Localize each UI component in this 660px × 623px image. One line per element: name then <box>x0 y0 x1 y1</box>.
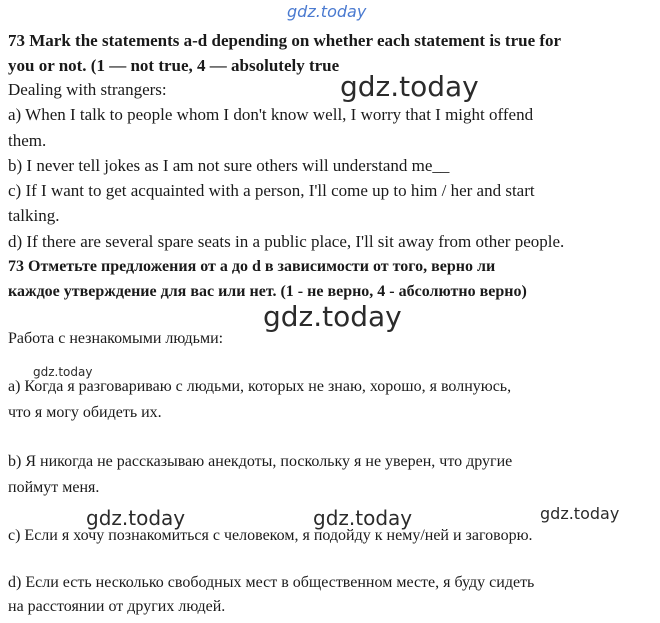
watermark: gdz.today <box>86 506 186 530</box>
watermark: gdz.today <box>263 300 402 333</box>
statement-d: d) If there are several spare seats in a public place, I'll sit away from other people. <box>8 232 565 251</box>
statement-c: c) If I want to get acquainted with a person, I'll come up to him / her and start <box>8 181 535 200</box>
statement-c-ru: с) Если я хочу познакомиться с человеком, я подойду к нему/ней и заговорю. <box>8 527 533 544</box>
russian-heading: 73 Отметьте предложения от а до d в зависимости от того, верно ли <box>8 258 496 275</box>
statement-b-ru: b) Я никогда не рассказываю анекдоты, поскольку я не уверен, что другие <box>8 453 513 470</box>
russian-subtitle: Работа с незнакомыми людьми: <box>8 330 224 347</box>
english-heading: you or not. (1 — not true, 4 — absolutely true <box>8 56 340 75</box>
english-subtitle: Dealing with strangers: <box>8 80 167 99</box>
english-heading: 73 Mark the statements a-d depending on whether each statement is true for <box>8 31 562 50</box>
statement-a-ru: а) Когда я разговариваю с людьми, которых не знаю, хорошо, я волнуюсь, <box>8 378 512 395</box>
statement-b-ru: поймут меня. <box>8 479 100 496</box>
statement-d-ru: на расстоянии от других людей. <box>8 598 226 615</box>
watermark: gdz.today <box>340 70 479 103</box>
watermark: gdz.today <box>540 504 620 523</box>
watermark: gdz.today <box>313 506 413 530</box>
statement-c: talking. <box>8 206 60 225</box>
statement-b: b) I never tell jokes as I am not sure others will understand me__ <box>8 156 450 175</box>
watermark-top: gdz.today <box>287 2 367 21</box>
statement-a: them. <box>8 131 47 150</box>
statement-a-ru: что я могу обидеть их. <box>8 404 162 421</box>
watermark: gdz.today <box>33 365 93 379</box>
russian-heading: каждое утверждение для вас или нет. (1 - не верно, 4 - абсолютно верно) <box>8 283 527 300</box>
statement-d-ru: d) Если есть несколько свободных мест в общественном месте, я буду сидеть <box>8 574 535 591</box>
statement-a: a) When I talk to people whom I don't know well, I worry that I might offend <box>8 105 534 124</box>
